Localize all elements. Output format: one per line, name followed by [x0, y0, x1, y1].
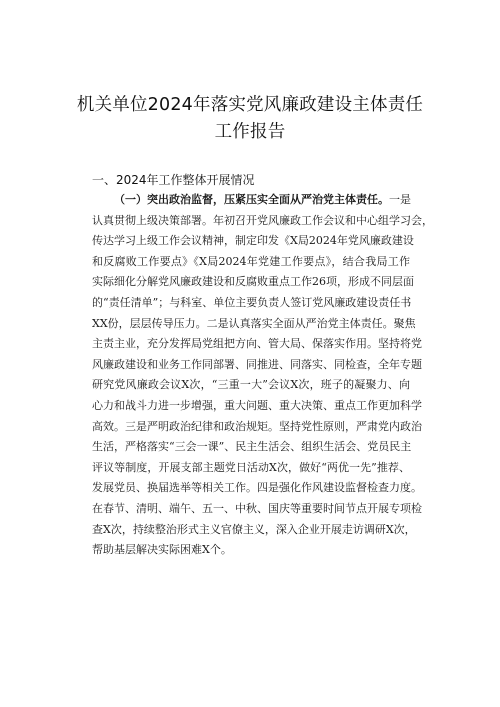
- paragraph-line: 查X次，持续整治形式主义官僚主义，深入企业开展走访调研X次，: [92, 522, 416, 536]
- paragraph-line: 生活，严格落实“三会一课”、民主生活会、组织生活会、党员民主: [92, 440, 412, 454]
- paragraph-line: [92, 190, 410, 211]
- paragraph-line: 帮助基层解决实际困难X个。: [92, 543, 232, 557]
- paragraph-line: 高效。三是严明政治纪律和政治规矩。坚持党性原则，严肃党内政治: [92, 419, 422, 433]
- paragraph-line: 传达学习上级工作会议精神，制定印发《X局2024年党风廉政建设: [92, 234, 414, 248]
- paragraph-line: 实际细化分解党风廉政建设和反腐败重点工作26项，形成不同层面: [92, 275, 414, 289]
- paragraph-line: 主责主业，充分发挥局党组把方向、管大局、保落实作用。坚持将党: [92, 337, 422, 351]
- subsection-label: （一）突出政治监督，压紧压实全面从严治党主体责任。: [114, 193, 389, 206]
- paragraph-line: 和反腐败工作要点》《X局2024年党建工作要点》，结合我局工作: [92, 254, 410, 268]
- body-text: [92, 190, 433, 561]
- title-line-2: 工作报告: [214, 122, 286, 142]
- paragraph-line: 风廉政建设和业务工作同部署、同推进、同落实、同检查，全年专题: [92, 357, 422, 371]
- title-line-1: 机关单位2024年落实党风廉政建设主体责任: [76, 95, 424, 115]
- paragraph-line: 认真贯彻上级决策部署。年初召开党风廉政工作会议和中心组学习会，: [92, 213, 433, 227]
- paragraph-line: 心力和战斗力进一步增强，重大问题、重大决策、重点工作更加科学: [92, 398, 422, 412]
- paragraph-line: 发展党员、换届选举等相关工作。四是强化作风建设监督检查力度。: [92, 481, 422, 495]
- paragraph-line: XX份，层层传导压力。二是认真落实全面从严治党主体责任。聚焦: [92, 316, 416, 330]
- paragraph-line: 的“责任清单”；与科室、单位主要负责人签订党风廉政建设责任书: [92, 295, 412, 309]
- paragraph-line: 评议等制度，开展支部主题党日活动X次，做好“两优一先”推荐、: [92, 460, 410, 474]
- section-heading: 一、2024年工作整体开展情况: [92, 173, 255, 187]
- paragraph-line: 研究党风廉政会议X次，“三重一大”会议X次，班子的凝聚力、向: [92, 378, 410, 392]
- paragraph-line: 在春节、清明、端午、五一、中秋、国庆等重要时间节点开展专项检: [92, 501, 422, 515]
- paragraph-line-text: 一是: [389, 193, 411, 206]
- document-title: [60, 92, 440, 146]
